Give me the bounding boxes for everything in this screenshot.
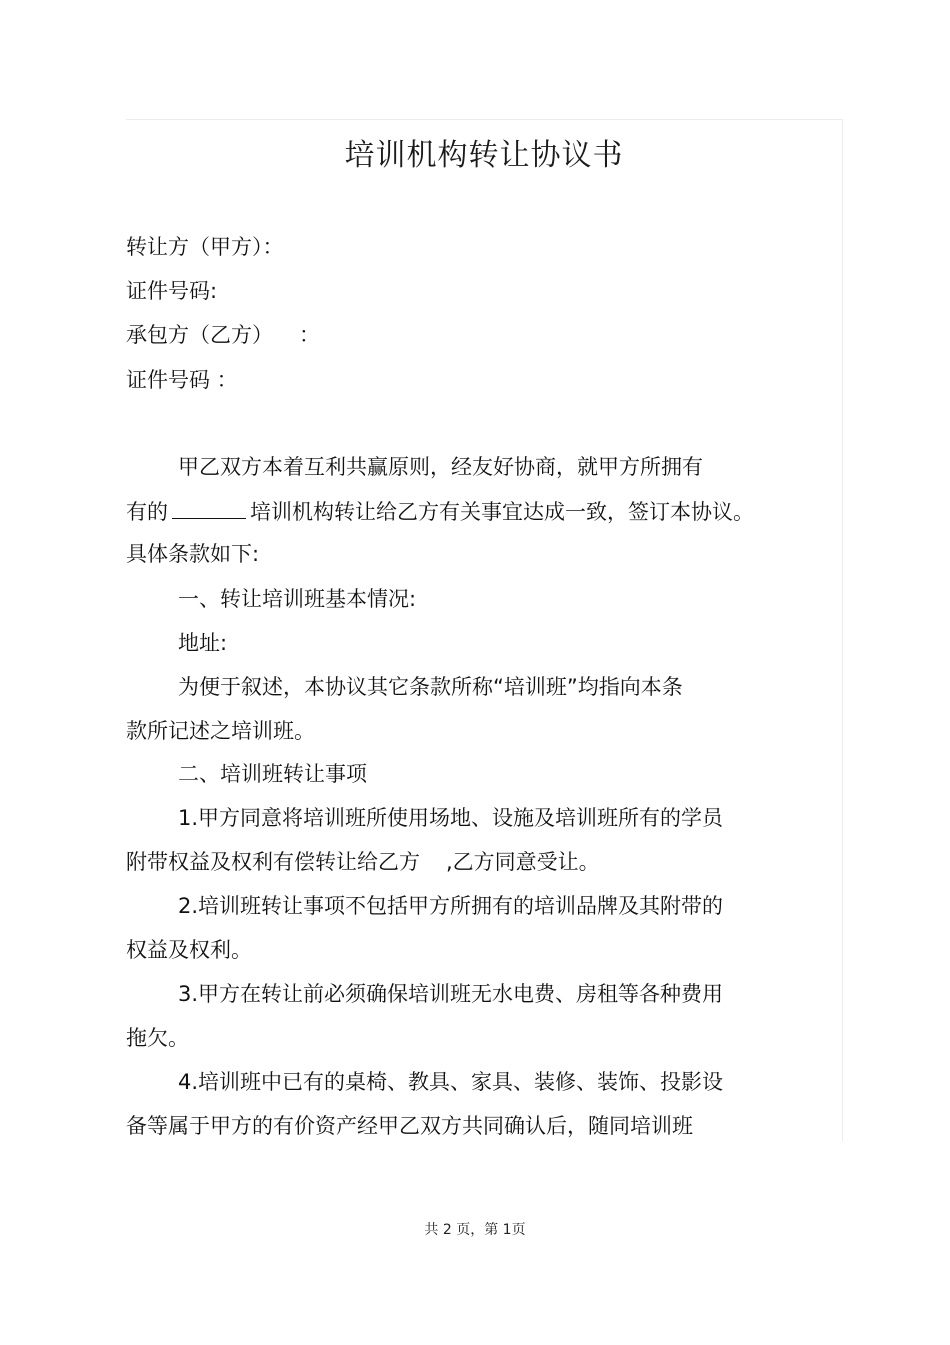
intro-line-2 [126, 496, 754, 527]
item4-line-1: 4.培训班中已有的桌椅、教具、家具、装修、装饰、投影设 [178, 1070, 724, 1094]
intro-line-1: 甲乙双方本着互利共赢原则，经友好协商，就甲方所拥有 [178, 455, 703, 479]
page-footer: 共 2 页，第 1页 [424, 1222, 526, 1238]
page-frame-right [842, 119, 843, 1141]
section1-note-line-2: 款所记述之培训班。 [126, 719, 315, 743]
item1-line-2-a: 附带权益及权利有偿转让给乙方 [126, 850, 420, 874]
intro-line-3: 具体条款如下: [126, 542, 260, 566]
item4-line-2: 备等属于甲方的有价资产经甲乙双方共同确认后，随同培训班 [126, 1114, 693, 1138]
item2-line-1: 2.培训班转让事项不包括甲方所拥有的培训品牌及其附带的 [178, 894, 724, 918]
transferee-label [126, 320, 320, 350]
fill-in-blank [172, 496, 246, 519]
item3-line-1: 3.甲方在转让前必须确保培训班无水电费、房租等各种费用 [178, 982, 724, 1006]
section1-note-line-1: 为便于叙述，本协议其它条款所称“培训班”均指向本条 [178, 675, 683, 699]
transferee-colon: ： [299, 323, 320, 347]
page-frame-top [126, 119, 842, 120]
intro-line-2-suffix: 培训机构转让给乙方有关事宜达成一致，签订本协议。 [250, 500, 754, 524]
address-label: 地址: [178, 631, 228, 655]
section1-heading: 一、转让培训班基本情况: [178, 587, 417, 611]
intro-line-2-prefix: 有的 [126, 500, 168, 524]
section2-heading: 二、培训班转让事项 [178, 762, 367, 786]
transferee-id-label: 证件号码 ： [126, 368, 238, 392]
item1-line-2 [126, 847, 600, 877]
item2-line-2: 权益及权利。 [126, 938, 252, 962]
transferor-id-label: 证件号码: [126, 279, 218, 303]
transferee-text: 承包方（乙方） [126, 323, 273, 347]
transferor-label: 转让方（甲方）： [126, 235, 284, 259]
item1-line-1: 1.甲方同意将培训班所使用场地、设施及培训班所有的学员 [178, 806, 724, 830]
item1-line-2-b: ,乙方同意受让。 [446, 850, 600, 874]
document-title: 培训机构转让协议书 [344, 138, 624, 173]
item3-line-2: 拖欠。 [126, 1026, 189, 1050]
